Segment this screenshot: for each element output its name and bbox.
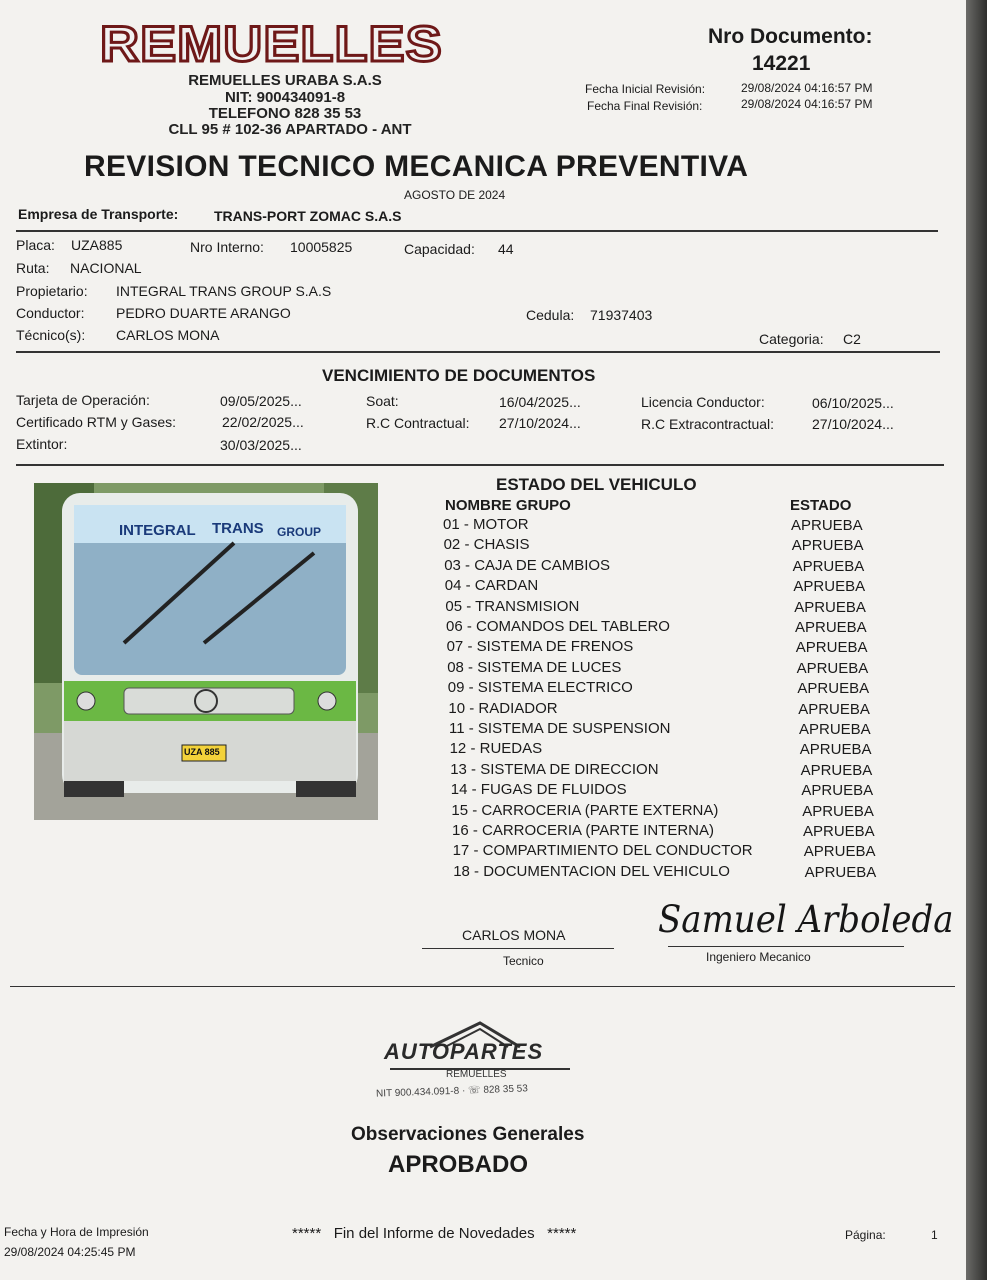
signature-line-engineer <box>668 946 904 947</box>
status-row-state: APRUEBA <box>791 537 864 555</box>
status-row-name: 13 - SISTEMA DE DIRECCION <box>450 760 659 778</box>
bus-sign-integral: INTEGRAL <box>119 522 196 539</box>
capacity-value: 44 <box>498 241 514 257</box>
end-date-value: 29/08/2024 04:16:57 PM <box>741 97 873 111</box>
status-row-state: APRUEBA <box>803 823 875 840</box>
plate-label: Placa: <box>16 237 55 253</box>
soat-label: Soat: <box>366 393 399 409</box>
status-row-name: 07 - SISTEMA DE FRENOS <box>446 638 634 656</box>
status-row-name: 14 - FUGAS DE FLUIDOS <box>450 781 627 799</box>
company-name: REMUELLES URABA S.A.S <box>188 72 382 89</box>
rc-extracontractual-value: 27/10/2024... <box>812 416 894 432</box>
internal-number-value: 10005825 <box>290 239 353 255</box>
rc-contractual-value: 27/10/2024... <box>499 415 581 431</box>
status-row-name: 02 - CHASIS <box>443 536 530 554</box>
status-row-state: APRUEBA <box>791 517 863 534</box>
capacity-label: Capacidad: <box>404 241 475 257</box>
plate-value: UZA885 <box>71 237 123 253</box>
status-row-state: APRUEBA <box>798 700 870 718</box>
stamp-roof-icon <box>370 1015 595 1115</box>
rc-extracontractual-label: R.C Extracontractual: <box>641 416 775 432</box>
extinguisher-value: 30/03/2025... <box>220 437 302 453</box>
end-of-report: ***** Fin del Informe de Novedades ***** <box>292 1225 577 1242</box>
doc-number: 14221 <box>752 52 811 75</box>
bus-sign-trans: TRANS <box>212 520 264 537</box>
status-row-name: 03 - CAJA DE CAMBIOS <box>444 556 611 574</box>
start-date-value: 29/08/2024 04:16:57 PM <box>741 81 873 95</box>
technician-signature-name: CARLOS MONA <box>462 927 566 943</box>
status-row-name: 10 - RADIADOR <box>448 699 558 717</box>
status-row-name: 04 - CARDAN <box>444 577 539 595</box>
status-col-group: NOMBRE GRUPO <box>445 497 571 514</box>
status-row-state: APRUEBA <box>794 598 866 616</box>
background-edge <box>966 0 987 1280</box>
print-date-label: Fecha y Hora de Impresión <box>4 1225 149 1239</box>
soat-value: 16/04/2025... <box>499 394 581 410</box>
status-row-name: 17 - COMPARTIMIENTO DEL CONDUCTOR <box>452 842 753 860</box>
engineer-signature: Samuel Arboleda <box>658 898 954 942</box>
bus-sign-group: GROUP <box>277 525 322 539</box>
page-label: Página: <box>845 1228 886 1242</box>
status-row-state: APRUEBA <box>802 802 874 820</box>
status-row-state: APRUEBA <box>793 578 866 596</box>
category-label: Categoria: <box>759 331 824 347</box>
print-date-value: 29/08/2024 04:25:45 PM <box>4 1245 136 1259</box>
technician-value: CARLOS MONA <box>116 327 220 343</box>
driver-value: PEDRO DUARTE ARANGO <box>116 305 291 321</box>
end-date-label: Fecha Final Revisión: <box>587 99 703 113</box>
license-value: 06/10/2025... <box>812 395 894 411</box>
extinguisher-label: Extintor: <box>16 436 68 452</box>
status-row-state: APRUEBA <box>795 619 867 636</box>
status-row-name: 05 - TRANSMISION <box>445 597 580 615</box>
rule <box>16 351 940 353</box>
signature-line-tech <box>422 948 614 949</box>
status-row-state: APRUEBA <box>792 557 865 575</box>
start-date-label: Fecha Inicial Revisión: <box>585 82 706 96</box>
status-row-state: APRUEBA <box>799 741 872 759</box>
status-row-name: 18 - DOCUMENTACION DEL VEHICULO <box>453 862 730 880</box>
status-row-state: APRUEBA <box>801 782 874 800</box>
expiry-heading: VENCIMIENTO DE DOCUMENTOS <box>322 366 596 385</box>
status-row-name: 11 - SISTEMA DE SUSPENSION <box>449 720 671 737</box>
id-label: Cedula: <box>526 307 575 323</box>
category-value: C2 <box>843 331 861 347</box>
document-period: AGOSTO DE 2024 <box>404 188 506 202</box>
status-row-state: APRUEBA <box>799 721 871 738</box>
observations-label: Observaciones Generales <box>351 1124 585 1145</box>
rtm-label: Certificado RTM y Gases: <box>16 414 177 430</box>
status-row-name: 01 - MOTOR <box>443 516 529 533</box>
id-value: 71937403 <box>590 307 653 323</box>
internal-number-label: Nro Interno: <box>190 239 264 255</box>
status-row-name: 16 - CARROCERIA (PARTE INTERNA) <box>452 822 714 839</box>
status-row-state: APRUEBA <box>797 680 870 698</box>
observations-value: APROBADO <box>388 1151 529 1178</box>
bus-illustration <box>34 483 378 820</box>
rtm-value: 22/02/2025... <box>222 414 304 430</box>
route-label: Ruta: <box>16 260 50 276</box>
rule <box>16 230 938 232</box>
operation-card-value: 09/05/2025... <box>220 393 302 409</box>
rc-contractual-label: R.C Contractual: <box>366 415 470 431</box>
technician-role: Tecnico <box>503 954 544 968</box>
route-value: NACIONAL <box>70 260 142 276</box>
company-address: CLL 95 # 102-36 APARTADO - ANT <box>168 121 412 138</box>
engineer-role: Ingeniero Mecanico <box>706 950 811 964</box>
rule <box>10 986 955 987</box>
status-row-name: 09 - SISTEMA ELECTRICO <box>447 679 633 697</box>
stamp-brand: AUTOPARTES <box>384 1039 544 1064</box>
status-row-state: APRUEBA <box>795 639 868 657</box>
status-row-state: APRUEBA <box>804 863 877 881</box>
rule <box>16 464 944 466</box>
stamp-nit: NIT 900.434.091-8 · ☏ 828 35 53 <box>375 1083 529 1100</box>
document-title: REVISION TECNICO MECANICA PREVENTIVA <box>84 150 749 183</box>
operation-card-label: Tarjeta de Operación: <box>16 392 150 408</box>
transport-company-value: TRANS-PORT ZOMAC S.A.S <box>214 208 402 224</box>
transport-company-label: Empresa de Transporte: <box>18 206 179 222</box>
status-row-name: 06 - COMANDOS DEL TABLERO <box>446 618 670 635</box>
status-row-name: 12 - RUEDAS <box>449 740 543 758</box>
status-row-state: APRUEBA <box>803 843 876 861</box>
autopartes-stamp <box>370 1015 595 1115</box>
status-heading: ESTADO DEL VEHICULO <box>496 475 697 494</box>
license-label: Licencia Conductor: <box>641 394 765 410</box>
status-row-state: APRUEBA <box>800 761 873 779</box>
status-row-name: 08 - SISTEMA DE LUCES <box>447 658 622 676</box>
owner-value: INTEGRAL TRANS GROUP S.A.S <box>116 283 332 299</box>
page-number: 1 <box>931 1228 938 1242</box>
stamp-sub: REMUELLES <box>446 1069 507 1080</box>
owner-label: Propietario: <box>16 283 88 299</box>
doc-number-label: Nro Documento: <box>708 25 873 48</box>
bus-plate: UZA 885 <box>184 747 220 757</box>
status-row-state: APRUEBA <box>796 659 869 677</box>
company-phone: TELEFONO 828 35 53 <box>208 105 362 122</box>
technician-label: Técnico(s): <box>16 327 86 343</box>
company-nit: NIT: 900434091-8 <box>224 89 346 106</box>
bus-photo <box>34 483 378 820</box>
remuelles-logo <box>100 14 505 74</box>
driver-label: Conductor: <box>16 305 85 321</box>
status-col-state: ESTADO <box>790 497 852 514</box>
status-row-name: 15 - CARROCERIA (PARTE EXTERNA) <box>451 801 719 819</box>
logo-text: REMUELLES <box>100 16 443 72</box>
